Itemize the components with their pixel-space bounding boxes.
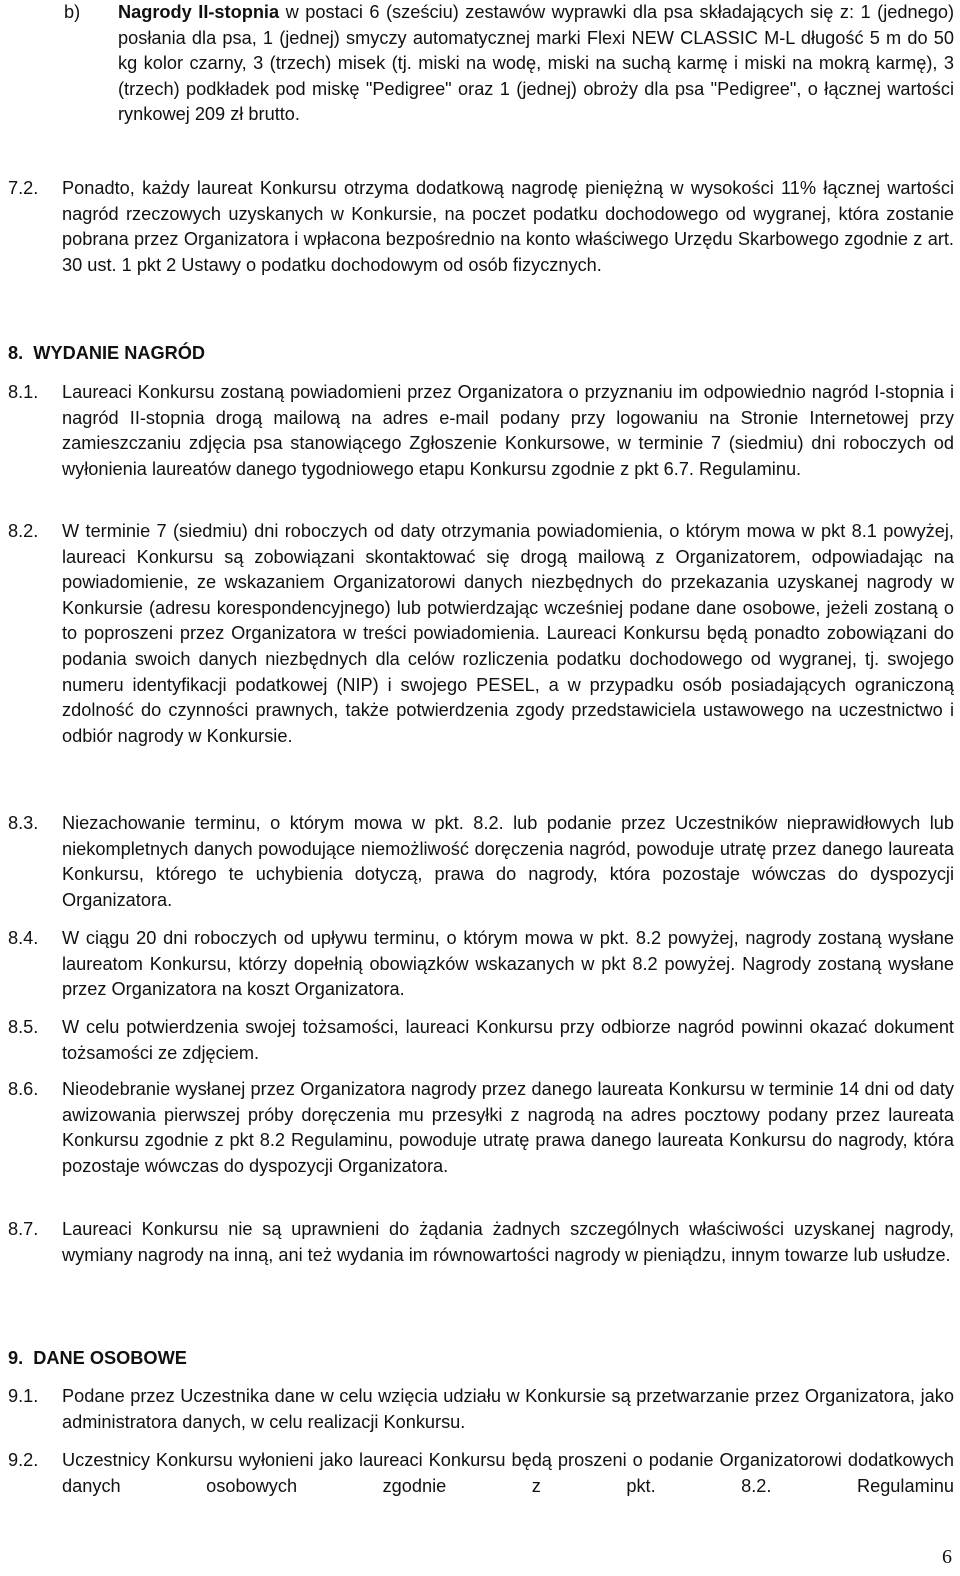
paragraph-text: Laureaci Konkursu nie są uprawnieni do żądania żadnych szczególnych właściwości uzyskanej nagrody, wymiany nagrody na inną, ani też wydania im równowartości nagrody w pieniądzu, innym towarze lub usłudze. xyxy=(62,1219,954,1265)
item-number: 8.5. xyxy=(8,1017,39,1037)
section-8-3 xyxy=(8,811,954,913)
item-number: 8.4. xyxy=(8,928,39,948)
heading-title: WYDANIE NAGRÓD xyxy=(33,343,206,363)
paragraph-text: W celu potwierdzenia swojej tożsamości, laureaci Konkursu przy odbiorze nagród powinni okazać dokument tożsamości ze zdjęciem. xyxy=(62,1017,954,1063)
section-8-5 xyxy=(8,1015,954,1066)
prize-tier-label: Nagrody II-stopnia xyxy=(118,2,280,22)
section-8-6 xyxy=(8,1077,954,1179)
item-number: 8.3. xyxy=(8,813,39,833)
paragraph-text: W terminie 7 (siedmiu) dni roboczych od daty otrzymania powiadomienia, o którym mowa w pkt 8.1 powyżej, laureaci Konkursu są zobowiązani skontaktować się drogą mailową z Organizatorem, odpowiadając na powiadomienie, ze wskazaniem Organizatorowi danych niezbędnych do przekazania uzyskanej nagrody w Konkursie (adresu korespondencyjnego) lub potwierdzając wcześniej podane dane osobowe, jeżeli zostaną o to poproszeni przez Organizatora w treści powiadomienia. Laureaci Konkursu będą ponadto zobowiązani do podania swoich danych niezbędnych dla celów rozliczenia podatku dochodowego od wygranej, tj. swojego numeru identyfikacji podatkowej (NIP) i swojego PESEL, a w przypadku osób posiadających ograniczoną zdolność do czynności prawnych, także potwierdzenia zgody przedstawiciela ustawowego na uczestnictwo i odbiór nagrody w Konkursie. xyxy=(62,521,954,746)
item-number: 8.1. xyxy=(8,382,39,402)
paragraph-text: w postaci 6 (sześciu) zestawów wyprawki dla psa składających się z: 1 (jednego) posłania dla psa, 1 (jednej) smyczy automatycznej marki Flexi NEW CLASSIC M-L długość 5 m do 50 kg kolor czarny, 3 (trzech) misek (tj. miski na wodę, miski na suchą karmę i miski na mokrą karmę), 3 (trzech) podkładek pod miskę "Pedigree" oraz 1 (jednej) obroży dla psa "Pedigree", o łącznej wartości rynkowej 209 zł brutto. xyxy=(118,2,954,125)
paragraph-text: Laureaci Konkursu zostaną powiadomieni przez Organizatora o przyznaniu im odpowiednio nagród I-stopnia i nagród II-stopnia drogą mailową na adres e-mail podany przy logowaniu na Stronie Internetowej przy zamieszczaniu zdjęcia psa stanowiącego Zgłoszenie Konkursowe, w terminie 7 (siedmiu) dni roboczych od wyłonienia laureatów danego tygodniowego etapu Konkursu zgodnie z pkt 6.7. Regulaminu. xyxy=(62,382,954,479)
section-8-7 xyxy=(8,1217,954,1268)
item-number: 7.2. xyxy=(8,178,39,198)
section-8-2 xyxy=(8,519,954,749)
section-heading-8 xyxy=(8,341,954,367)
heading-number: 9. xyxy=(8,1348,24,1368)
item-number: b) xyxy=(64,2,81,22)
paragraph-text: Uczestnicy Konkursu wyłonieni jako laureaci Konkursu będą proszeni o podanie Organizatorowi dodatkowych danych osobowych zgodnie z pkt. 8.2. Regulaminu xyxy=(62,1450,954,1496)
heading-number: 8. xyxy=(8,343,24,363)
section-b xyxy=(64,0,954,128)
page-number: 6 xyxy=(942,1546,952,1568)
item-number: 9.1. xyxy=(8,1386,39,1406)
item-number: 8.6. xyxy=(8,1079,39,1099)
item-number: 9.2. xyxy=(8,1450,39,1470)
section-9-1 xyxy=(8,1384,954,1435)
section-8-1 xyxy=(8,380,954,482)
section-9-2 xyxy=(8,1448,954,1499)
section-heading-9 xyxy=(8,1346,954,1372)
section-7-2 xyxy=(8,176,954,278)
item-number: 8.7. xyxy=(8,1219,39,1239)
paragraph-text: Podane przez Uczestnika dane w celu wzięcia udziału w Konkursie są przetwarzanie przez Organizatora, jako administratora danych, w celu realizacji Konkursu. xyxy=(62,1386,954,1432)
paragraph-text: Niezachowanie terminu, o którym mowa w pkt. 8.2. lub podanie przez Uczestników nieprawidłowych lub niekompletnych danych powodujące niemożliwość doręczenia nagród, powoduje utratę przez danego laureata Konkursu, którego te uchybienia dotyczą, prawa do nagrody, która pozostaje wówczas do dyspozycji Organizatora. xyxy=(62,813,954,910)
paragraph-text: Nieodebranie wysłanej przez Organizatora nagrody przez danego laureata Konkursu w terminie 14 dni od daty awizowania pierwszej próby doręczenia mu przesyłki z nagrodą na adres pocztowy podany przez laureata Konkursu zgodnie z pkt 8.2 Regulaminu, powoduje utratę prawa danego laureata Konkursu do nagrody, która pozostaje wówczas do dyspozycji Organizatora. xyxy=(62,1079,954,1176)
paragraph-text: W ciągu 20 dni roboczych od upływu terminu, o którym mowa w pkt. 8.2 powyżej, nagrody zostaną wysłane laureatom Konkursu, którzy dopełnią obowiązków wskazanych w pkt 8.2 powyżej. Nagrody zostaną wysłane przez Organizatora na koszt Organizatora. xyxy=(62,928,954,1000)
paragraph-text: Ponadto, każdy laureat Konkursu otrzyma dodatkową nagrodę pieniężną w wysokości 11% łącznej wartości nagród rzeczowych uzyskanych w Konkursie, na poczet podatku dochodowego od wygranej, która zostanie pobrana przez Organizatora i wpłacona bezpośrednio na konto właściwego Urzędu Skarbowego zgodnie z art. 30 ust. 1 pkt 2 Ustawy o podatku dochodowym od osób fizycznych. xyxy=(62,178,954,275)
section-8-4 xyxy=(8,926,954,1003)
item-number: 8.2. xyxy=(8,521,39,541)
heading-title: DANE OSOBOWE xyxy=(33,1348,187,1368)
